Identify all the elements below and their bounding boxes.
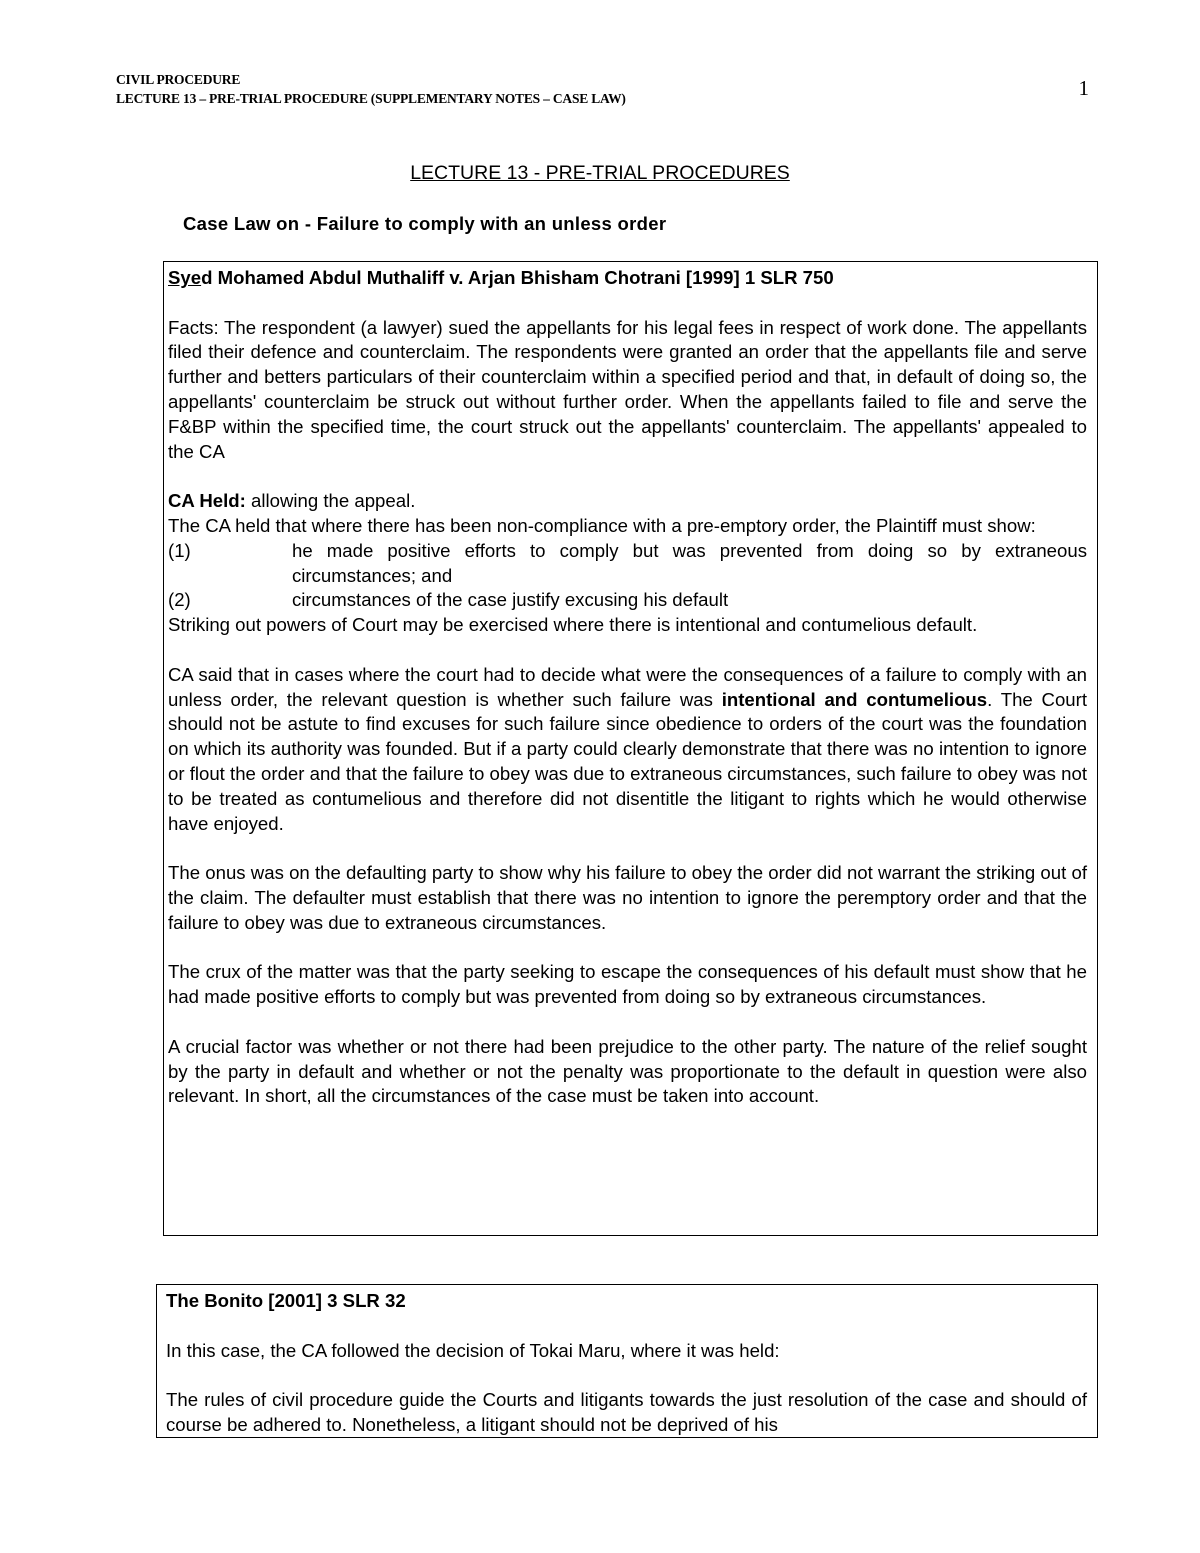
facts-paragraph: Facts: The respondent (a lawyer) sued the appellants for his legal fees in respect of work done. The appellants filed their defence and counterclaim. The respondents were granted an order that the appellants file and serve further and betters particulars of their counterclaim within a specified period and that, in default of doing so, the appellants' counterclaim be struck out without further order. When the appellants failed to file and serve the F&BP within the specified time, the court struck out the appellants' counterclaim. The appellants' appealed to the CA [168, 316, 1087, 462]
case-box-bonito [156, 1284, 1098, 1438]
onus-paragraph: The onus was on the defaulting party to show why his failure to obey the order did not warrant the striking out of the claim. The defaulter must establish that there was no intention to ignore the peremptory order and that the failure to obey was due to extraneous circumstances. [168, 862, 1087, 933]
list-item-text: circumstances of the case justify excusing his default [292, 589, 729, 611]
bonito-paragraph-2: The rules of civil procedure guide the Courts and litigants towards the just resolution of the case and should of course be adhered to. Nonetheless, a litigant should not be deprived of his [166, 1389, 1087, 1435]
case-name-rest: d Mohamed Abdul Muthaliff v. Arjan Bhisham Chotrani [1999] 1 SLR 750 [201, 267, 834, 288]
header-lecture: LECTURE 13 – PRE-TRIAL PROCEDURE (SUPPLEMENTARY NOTES – CASE LAW) [116, 91, 626, 106]
ca-said-paragraph: CA said that in cases where the court had to decide what were the consequences of a failure to comply with an unless order, the relevant question is whether such failure was intentional and contumelious. The Court should not be astute to find excuses for such failure since obedience to orders of the court was the foundation on which its authority was founded. But if a party could clearly demonstrate that there was no intention to ignore or flout the order and that the failure to obey was due to extraneous circumstances, such failure to obey was not to be treated as contumelious and therefore did not disentitle the litigant to rights which he would otherwise have enjoyed. [168, 663, 1087, 834]
case-name [168, 266, 1087, 291]
list-item [168, 588, 1087, 613]
striking-paragraph: Striking out powers of Court may be exercised where there is intentional and contumelious default. [168, 614, 978, 636]
crucial-paragraph: A crucial factor was whether or not there had been prejudice to the other party. The nature of the relief sought by the party in default and whether or not the penalty was proportionate to the default in question were also relevant. In short, all the circumstances of the case must be taken into account. [168, 1035, 1087, 1107]
held-text: allowing the appeal. [245, 490, 416, 512]
page-header [116, 70, 626, 108]
held-label: CA Held: [168, 490, 246, 512]
crux-paragraph: The crux of the matter was that the party seeking to escape the consequences of his default must show that he had made positive efforts to comply but was prevented from doing so by extraneous circumstances. [168, 961, 1087, 1008]
section-heading: Case Law on - Failure to comply with an unless order [183, 213, 667, 234]
header-course: CIVIL PROCEDURE [116, 72, 241, 87]
case-name: The Bonito [2001] 3 SLR 32 [166, 1290, 406, 1311]
list-item-text: he made positive efforts to comply but was prevented from doing so by extraneous circumstances; and [292, 539, 1087, 586]
list-item [168, 539, 1087, 589]
bonito-paragraph-1: In this case, the CA followed the decision of Tokai Maru, where it was held: [166, 1339, 780, 1361]
list-item-number: (2) [168, 589, 191, 611]
case-name-underlined: Sye [168, 267, 202, 288]
held-paragraph: The CA held that where there has been non-compliance with a pre-emptory order, the Plaintiff must show: [168, 514, 1036, 536]
page-number: 1 [1078, 76, 1089, 100]
page-title: LECTURE 13 - PRE-TRIAL PROCEDURES [410, 162, 790, 184]
case-box-muthaliff [163, 261, 1098, 1236]
emphasis-text: intentional and contumelious [721, 688, 988, 710]
held-line [168, 489, 1087, 514]
list-item-number: (1) [168, 539, 191, 561]
